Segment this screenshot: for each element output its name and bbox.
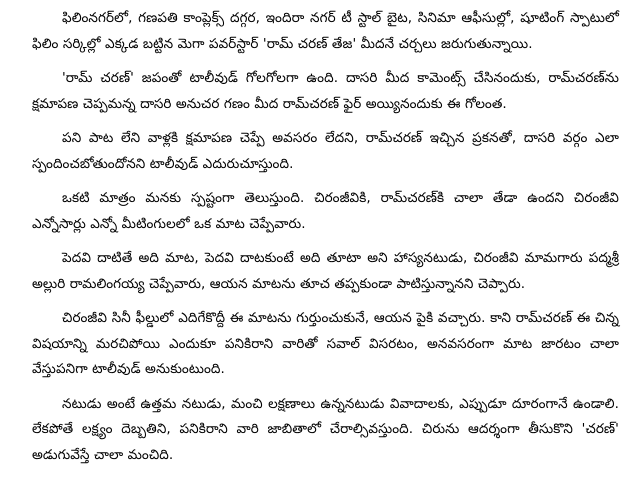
article-paragraph: చిరంజీవి సినీ ఫీల్డులో ఎదిగేకొద్దీ ఈ మాటను గుర్తుంచుకునే, ఆయన పైకి వచ్చారు. కాని రామ్‌చరణ్ ఈ చిన్న విషయాన్ని మరచిపోయి ఎందుకూ పనికిరాని వారితో సవాల్ విసరటం, అనవసరంగా మాట జారటం చాలా వేస్తుపనిగా టాలీవుడ్ అనుకుంటుంది.	[32, 310, 619, 377]
article-paragraph: 'రామ్ చరణ్' జపంతో టాలీవుడ్ గోలగోలగా ఉంది. దాసరి మీద కామెంట్స్ చేసినందుకు, రామ్‌చరణ్‌ను క్షమాపణ చెప్పమన్న దాసరి అనుచర గణం మీద రామ్‌చరణ్ ఫైర్ అయ్యినందుకు ఈ గోలంత.	[32, 70, 619, 112]
article-paragraph: నటుడు అంటే ఉత్తమ నటుడు, మంచి లక్షణాలు ఉన్ననటుడు వివాదాలకు, ఎప్పుడూ దూరంగానే ఉండాలి. లేకపోతే లక్ష్యం దెబ్బతిని, పనికిరాని వారి జాబితాలో చేరాల్సివస్తుంది. చిరును ఆదర్శంగా తీసుకొని 'చరణ్' అడుగువేస్తే చాలా మంచిది.	[32, 395, 619, 463]
article-paragraph: ఒకటి మాత్రం మనకు స్పష్టంగా తెలుస్తుంది. చిరంజీవికి, రామ్‌చరణ్‌కి చాలా తేడా ఉందని చిరంజీవి ఎన్నోసార్లు ఎన్నో మీటింగులలో ఒక మాట చెప్పేవారు.	[32, 190, 619, 232]
article-paragraph: పెదవి దాటితే అది మాట, పెదవి దాటకుంటే అది తూటా అని హాస్యనటుడు, చిరంజీవి మామగారు పద్మశ్రీ అల్లురి రామలింగయ్య చెప్పేవారు, ఆయన మాటను తూచ తప్పకుండా పాటిస్తున్నానని చెప్పారు.	[32, 250, 619, 292]
article-paragraph: పని పాట లేని వాళ్లకి క్షమాపణ చెప్పే అవసరం లేదని, రామ్‌చరణ్ ఇచ్చిన ప్రకనతో, దాసరి వర్గం ఎలా స్పందించబోతుందోనని టాలీవుడ్ ఎదురుచూస్తుంది.	[32, 130, 619, 172]
article-paragraph: ఫిలింనగర్‌లో, గణపతి కాంప్లెక్స్ దగ్గర, ఇందిరా నగర్ టీ స్టాల్ బైట, సినిమా ఆఫీసుల్లో, షూటింగ్ స్పాటులో ఫిలిం సర్కిల్లో ఎక్కడ బట్టిన మెగా పవర్‌స్టార్ 'రామ్ చరణ్ తేజ' మీదనే చర్చలు జరుగుతున్నాయి.	[32, 10, 619, 52]
